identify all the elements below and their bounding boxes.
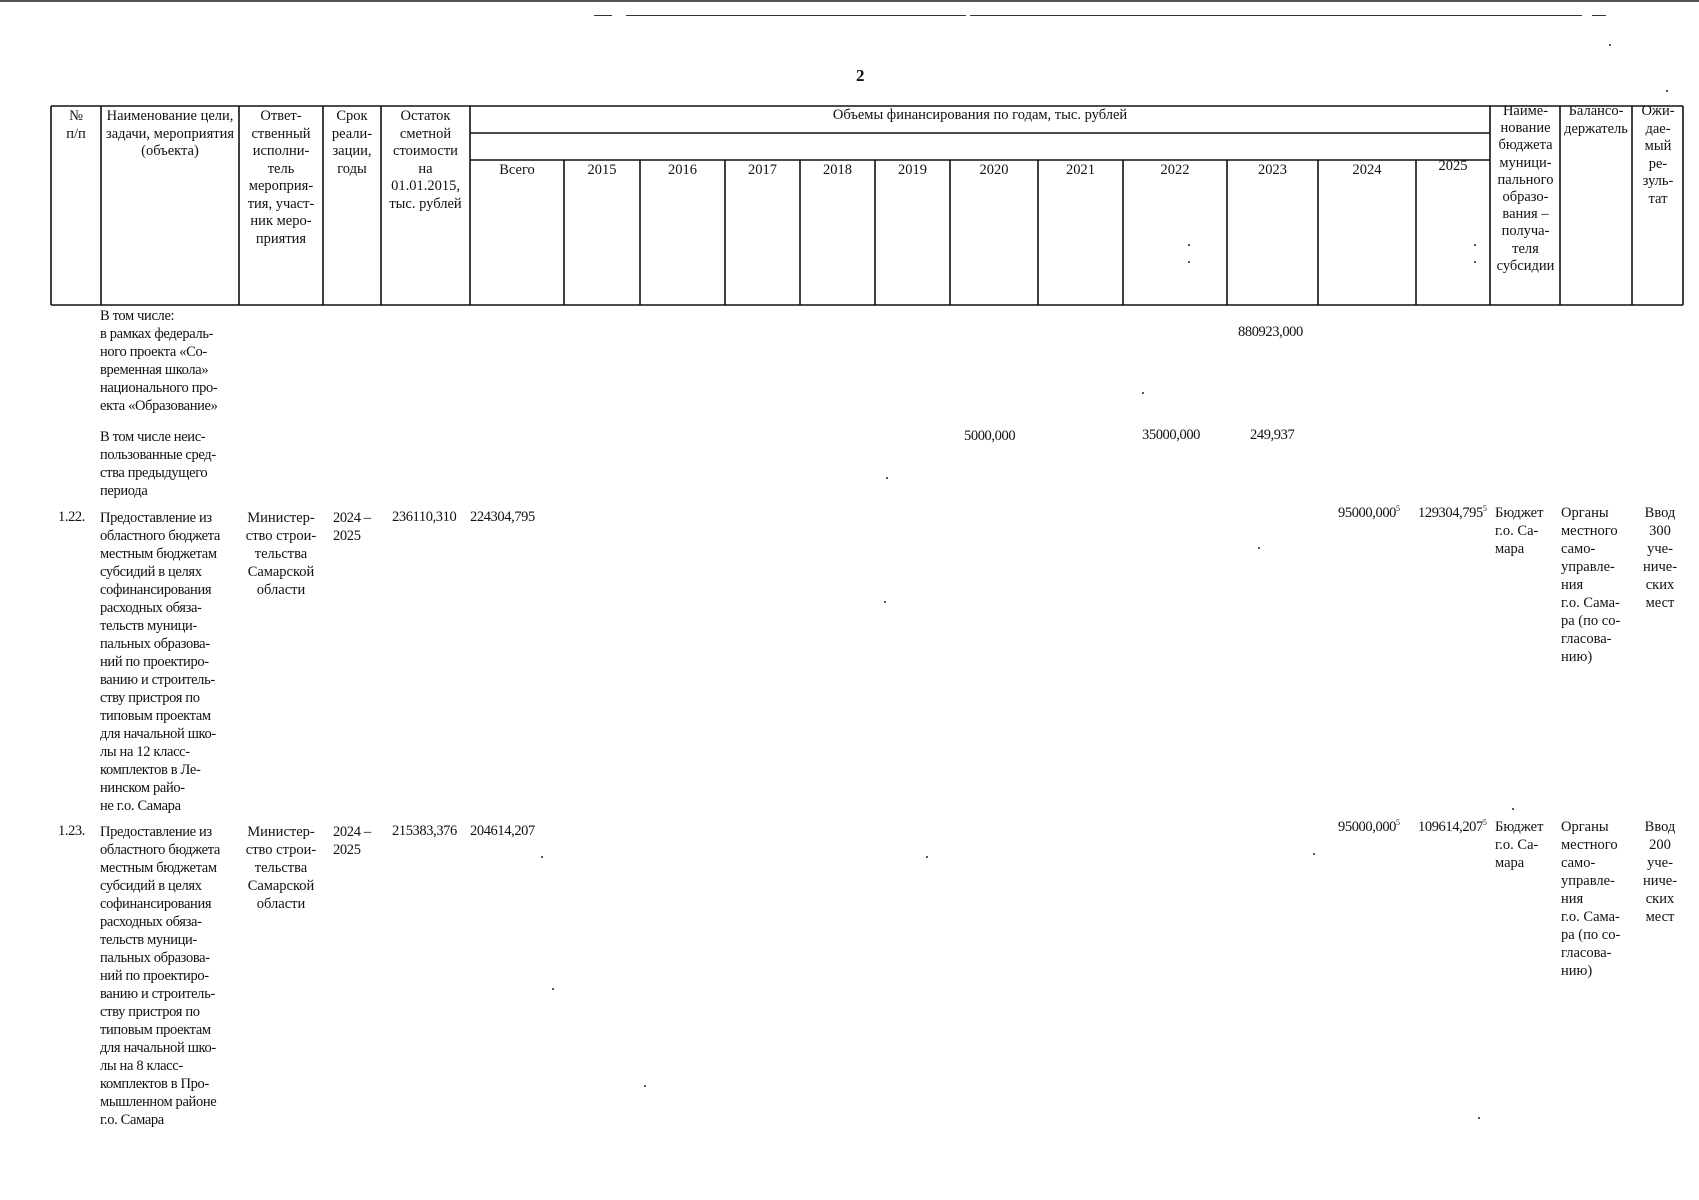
header-term: Срок реали- зации, годы bbox=[331, 108, 373, 177]
scan-artifact-line bbox=[626, 15, 966, 16]
scan-speck bbox=[1142, 392, 1144, 394]
row-122-2024-footnote: 5 bbox=[1396, 504, 1400, 513]
row-federal-name: В том числе: в рамках федераль- ного проекта «Со- временная школа» национального про- екта «Образование» bbox=[100, 308, 218, 414]
header-year-2025: 2025 bbox=[1438, 158, 1468, 174]
row-unused-name: В том числе неис- пользованные сред- ства предыдущего периода bbox=[100, 429, 216, 499]
header-year-2024: 2024 bbox=[1352, 162, 1382, 178]
header-year-2015: 2015 bbox=[587, 162, 617, 178]
header-responsible: Ответ- ственный исполни- тель мероприя- тия, участ- ник меро- приятия bbox=[247, 108, 315, 247]
row-123-2024-footnote: 5 bbox=[1396, 818, 1400, 827]
scan-speck bbox=[1258, 547, 1260, 549]
row-122-2025 bbox=[1418, 505, 1487, 522]
header-financing: Объемы финансирования по годам, тыс. рублей bbox=[832, 107, 1128, 123]
row-123-no: 1.23. bbox=[58, 823, 86, 839]
row-123-name: Предоставление из областного бюджета местным бюджетам субсидий в целях софинансирования расходных обяза- тельств муници- пальных образова- ний по проектиро- ванию и строитель- ству пристроя по типовым проектам для начальной шко- лы на 8 класс- комплектов в Про- мышленном районе г.о. Самара bbox=[100, 824, 220, 1128]
row-122-holder: Органы местного само- управле- ния г.о. Сама- ра (по со- гласова- нию) bbox=[1561, 505, 1621, 665]
header-year-2021: 2021 bbox=[1066, 162, 1095, 178]
row-122-total: 224304,795 bbox=[470, 509, 535, 525]
header-no: № п/п bbox=[66, 108, 86, 142]
header-holder: Балансо- держатель bbox=[1564, 103, 1628, 137]
scan-speck bbox=[886, 477, 888, 479]
header-year-2016: 2016 bbox=[668, 162, 697, 178]
row-123-term: 2024 – 2025 bbox=[333, 824, 371, 858]
row-122-budget: Бюджет г.о. Са- мара bbox=[1495, 505, 1544, 557]
scan-speck bbox=[1188, 261, 1190, 263]
row-123-budget: Бюджет г.о. Са- мара bbox=[1495, 819, 1544, 871]
row-122-2025-value: 129304,795 bbox=[1418, 505, 1483, 521]
row-122-2025-footnote: 5 bbox=[1482, 504, 1487, 513]
header-result: Ожи- дае- мый ре- зуль- тат bbox=[1641, 103, 1675, 207]
row-123-responsible: Министер- ство строи- тельства Самарской области bbox=[245, 824, 317, 912]
row-122-responsible: Министер- ство строи- тельства Самарской области bbox=[245, 510, 317, 598]
scan-speck bbox=[884, 601, 886, 603]
row-unused-2022: 35000,000 bbox=[1142, 427, 1201, 443]
scan-artifact-line bbox=[1592, 15, 1606, 16]
row-122-result: Ввод 300 уче- ниче- ских мест bbox=[1642, 505, 1678, 611]
row-123-2025-footnote: 5 bbox=[1482, 818, 1487, 827]
row-123-remainder: 215383,376 bbox=[392, 823, 457, 839]
row-123-result: Ввод 200 уче- ниче- ских мест bbox=[1642, 819, 1678, 925]
header-year-2022: 2022 bbox=[1160, 162, 1190, 178]
scan-speck bbox=[1609, 44, 1611, 46]
scan-speck bbox=[552, 988, 554, 990]
header-year-2017: 2017 bbox=[748, 162, 777, 178]
scan-artifact-line bbox=[594, 15, 612, 16]
scan-speck bbox=[1666, 90, 1668, 92]
row-123-total: 204614,207 bbox=[470, 823, 535, 839]
header-budget: Наиме- нование бюджета муници- пального образо- вания – получа- теля субсидии bbox=[1496, 103, 1555, 274]
row-123-2025 bbox=[1418, 819, 1487, 836]
header-year-2018: 2018 bbox=[823, 162, 852, 178]
row-122-2024 bbox=[1338, 505, 1400, 522]
scan-speck bbox=[1188, 244, 1190, 246]
scan-speck bbox=[1474, 261, 1476, 263]
row-federal-2023: 880923,000 bbox=[1238, 324, 1303, 340]
header-year-2019: 2019 bbox=[898, 162, 927, 178]
row-123-holder: Органы местного само- управле- ния г.о. Сама- ра (по со- гласова- нию) bbox=[1561, 819, 1621, 979]
scan-artifact-line bbox=[970, 15, 1582, 16]
row-122-name: Предоставление из областного бюджета местным бюджетам субсидий в целях софинансирования расходных обяза- тельств муници- пальных образова- ний по проектиро- ванию и строитель- ству пристроя по типовым проектам для начальной шко- лы на 12 класс- комплектов в Ле- нинском райо- не г.о. Самара bbox=[100, 510, 220, 814]
header-year-2020: 2020 bbox=[979, 162, 1009, 178]
row-unused-2020: 5000,000 bbox=[964, 428, 1016, 444]
row-122-remainder: 236110,310 bbox=[392, 509, 457, 525]
row-123-2024-value: 95000,000 bbox=[1338, 819, 1397, 835]
scan-speck bbox=[541, 856, 543, 858]
row-unused-2023: 249,937 bbox=[1250, 427, 1295, 443]
scan-speck bbox=[1512, 808, 1514, 810]
header-total: Всего bbox=[499, 162, 535, 178]
header-name: Наименование цели, задачи, мероприятия (объекта) bbox=[105, 108, 234, 159]
page-number: 2 bbox=[856, 66, 865, 85]
row-122-term: 2024 – 2025 bbox=[333, 510, 371, 544]
row-123-2024 bbox=[1338, 819, 1400, 836]
scan-speck bbox=[1313, 853, 1315, 855]
scan-speck bbox=[644, 1085, 646, 1087]
page-top-edge bbox=[0, 0, 1699, 2]
scan-speck bbox=[926, 856, 928, 858]
row-122-no: 1.22. bbox=[58, 509, 86, 525]
header-remainder: Остаток сметной стоимости на 01.01.2015, тыс. рублей bbox=[389, 108, 462, 212]
scan-speck bbox=[1474, 244, 1476, 246]
scan-speck bbox=[1478, 1117, 1480, 1119]
row-123-2025-value: 109614,207 bbox=[1418, 819, 1483, 835]
header-year-2023: 2023 bbox=[1258, 162, 1287, 178]
row-122-2024-value: 95000,000 bbox=[1338, 505, 1397, 521]
